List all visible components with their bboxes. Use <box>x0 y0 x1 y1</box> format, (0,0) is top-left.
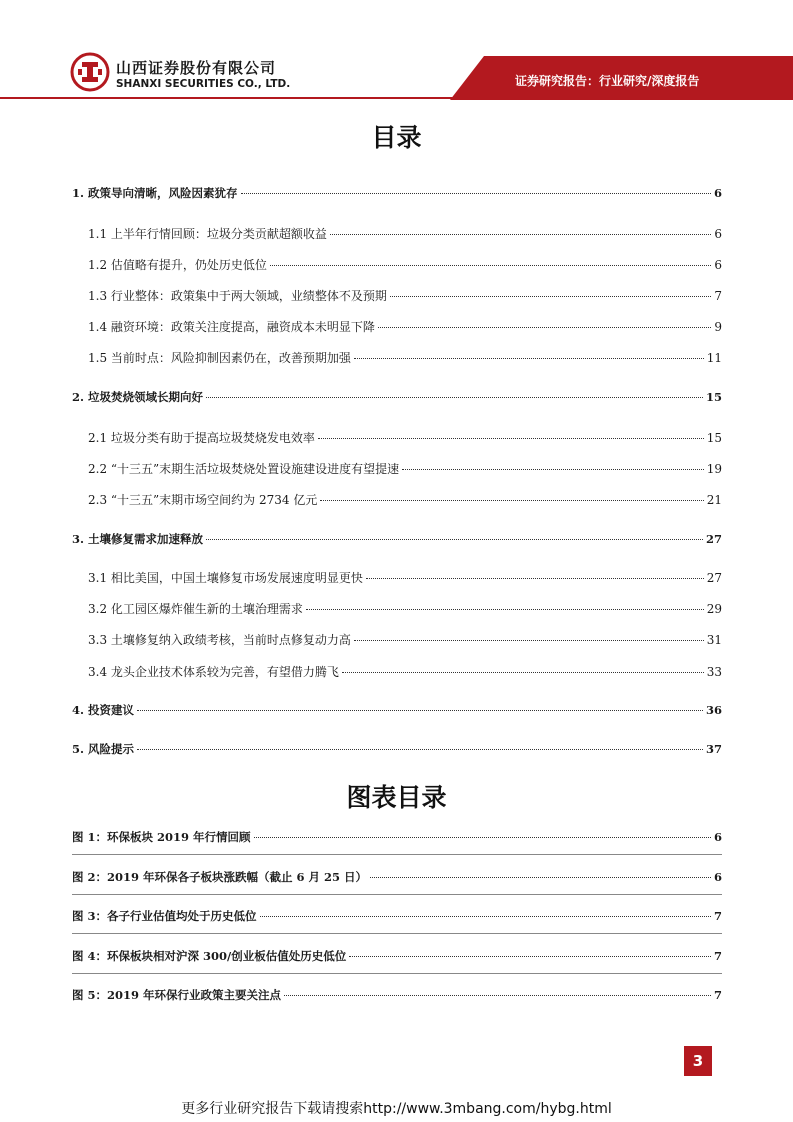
figure-entry[interactable] <box>72 987 722 1005</box>
page-header <box>0 0 793 100</box>
toc-entry-label: 2. 垃圾焚烧领域长期向好 <box>72 390 204 404</box>
figure-entry-page: 6 <box>713 830 722 844</box>
toc-entry[interactable] <box>88 429 722 447</box>
toc-entry-page: 27 <box>706 571 722 585</box>
toc-entry[interactable] <box>72 185 722 203</box>
toc-entry[interactable] <box>88 318 722 336</box>
toc-entry-label: 1.1 上半年行情回顾：垃圾分类贡献超额收益 <box>88 227 327 241</box>
leader-dots <box>366 578 704 579</box>
page-number: 3 <box>684 1046 712 1076</box>
leader-dots <box>137 749 703 750</box>
toc-entry-page: 31 <box>706 633 722 647</box>
toc-entry[interactable] <box>88 631 722 649</box>
leader-dots <box>349 956 711 957</box>
figure-entry-page: 7 <box>713 949 722 963</box>
toc-entry-label: 1.3 行业整体：政策集中于两大领域，业绩整体不及预期 <box>88 289 387 303</box>
toc-entry[interactable] <box>88 287 722 305</box>
divider <box>72 973 722 974</box>
leader-dots <box>270 265 711 266</box>
toc-entry[interactable] <box>88 600 722 618</box>
toc-entry-label: 3.1 相比美国，中国土壤修复市场发展速度明显更快 <box>88 571 363 585</box>
divider <box>72 933 722 934</box>
toc-entry[interactable] <box>88 569 722 587</box>
figure-entry-label: 图 5：2019 年环保行业政策主要关注点 <box>72 988 282 1002</box>
figure-entry-label: 图 2：2019 年环保各子板块涨跌幅（截止 6 月 25 日） <box>72 870 368 884</box>
figure-entry[interactable] <box>72 948 722 966</box>
leader-dots <box>137 710 703 711</box>
toc-entry[interactable] <box>88 460 722 478</box>
toc-entry-label: 1.4 融资环境：政策关注度提高，融资成本未明显下降 <box>88 320 375 334</box>
leader-dots <box>320 500 703 501</box>
toc-entry-label: 1.5 当前时点：风险抑制因素仍在，改善预期加强 <box>88 351 351 365</box>
toc-entry-page: 29 <box>706 602 722 616</box>
leader-dots <box>390 296 711 297</box>
figure-entry-label: 图 4：环保板块相对沪深 300/创业板估值处历史低位 <box>72 949 347 963</box>
toc-entry-page: 9 <box>714 320 722 334</box>
leader-dots <box>206 539 703 540</box>
company-name-cn: 山西证券股份有限公司 <box>116 59 277 77</box>
figure-entry[interactable] <box>72 829 722 847</box>
toc-entry-label: 2.3 “十三五”末期市场空间约为 2734 亿元 <box>88 493 318 507</box>
figure-list-title: 图表目录 <box>346 783 447 812</box>
leader-dots <box>206 397 703 398</box>
toc-entry[interactable] <box>88 663 722 681</box>
toc-entry-page: 15 <box>706 431 722 445</box>
leader-dots <box>354 358 704 359</box>
divider <box>72 854 722 855</box>
leader-dots <box>402 469 704 470</box>
figure-entry[interactable] <box>72 908 722 926</box>
toc-entry-label: 1. 政策导向清晰，风险因素犹存 <box>72 186 238 200</box>
leader-dots <box>260 916 711 917</box>
toc-entry-page: 21 <box>706 493 722 507</box>
toc-entry[interactable] <box>88 491 722 509</box>
footer-download-link[interactable]: 更多行业研究报告下载请搜索http://www.3mbang.com/hybg.html <box>181 1101 612 1117</box>
leader-dots <box>306 609 704 610</box>
figure-entry-page: 7 <box>713 988 722 1002</box>
figure-entry-label: 图 3：各子行业估值均处于历史低位 <box>72 909 257 923</box>
toc-entry-page: 6 <box>714 258 722 272</box>
report-type: 证券研究报告：行业研究/深度报告 <box>515 74 700 88</box>
toc-entry-page: 19 <box>706 462 722 476</box>
toc-title: 目录 <box>371 123 422 152</box>
shanxi-securities-logo-icon <box>70 52 110 92</box>
toc-entry-label: 4. 投资建议 <box>72 703 135 717</box>
toc-entry[interactable] <box>72 741 722 759</box>
figure-entry-label: 图 1：环保板块 2019 年行情回顾 <box>72 830 251 844</box>
toc-entry-label: 1.2 估值略有提升，仍处历史低位 <box>88 258 267 272</box>
toc-entry-page: 15 <box>705 390 722 404</box>
leader-dots <box>370 877 711 878</box>
toc-entry[interactable] <box>88 349 722 367</box>
leader-dots <box>254 837 711 838</box>
figure-entry-page: 6 <box>713 870 722 884</box>
leader-dots <box>330 234 711 235</box>
figure-entry[interactable] <box>72 869 722 887</box>
toc-entry-label: 3.3 土壤修复纳入政绩考核，当前时点修复动力高 <box>88 633 351 647</box>
leader-dots <box>241 193 711 194</box>
figure-entry-page: 7 <box>713 909 722 923</box>
toc-entry-page: 37 <box>705 742 722 756</box>
toc-entry[interactable] <box>72 389 722 407</box>
toc-entry-label: 2.1 垃圾分类有助于提高垃圾焚烧发电效率 <box>88 431 315 445</box>
toc-entry-page: 27 <box>705 532 722 546</box>
divider <box>72 894 722 895</box>
leader-dots <box>318 438 704 439</box>
toc-entry[interactable] <box>72 531 722 549</box>
toc-entry-page: 6 <box>714 227 722 241</box>
leader-dots <box>342 672 704 673</box>
toc-entry-label: 2.2 “十三五”末期生活垃圾焚烧处置设施建设进度有望提速 <box>88 462 400 476</box>
toc-entry[interactable] <box>88 256 722 274</box>
toc-entry-page: 7 <box>714 289 722 303</box>
toc-entry-label: 3. 土壤修复需求加速释放 <box>72 532 204 546</box>
toc-entry[interactable] <box>88 225 722 243</box>
toc-entry-label: 5. 风险提示 <box>72 742 135 756</box>
leader-dots <box>284 995 711 996</box>
leader-dots <box>354 640 704 641</box>
leader-dots <box>378 327 711 328</box>
toc-entry[interactable] <box>72 702 722 720</box>
toc-entry-page: 33 <box>706 665 722 679</box>
company-name-en: SHANXI SECURITIES CO., LTD. <box>116 78 291 90</box>
toc-entry-page: 36 <box>705 703 722 717</box>
toc-entry-page: 6 <box>713 186 722 200</box>
toc-entry-page: 11 <box>706 351 722 365</box>
toc-entry-label: 3.4 龙头企业技术体系较为完善，有望借力腾飞 <box>88 665 339 679</box>
toc-entry-label: 3.2 化工园区爆炸催生新的土壤治理需求 <box>88 602 303 616</box>
